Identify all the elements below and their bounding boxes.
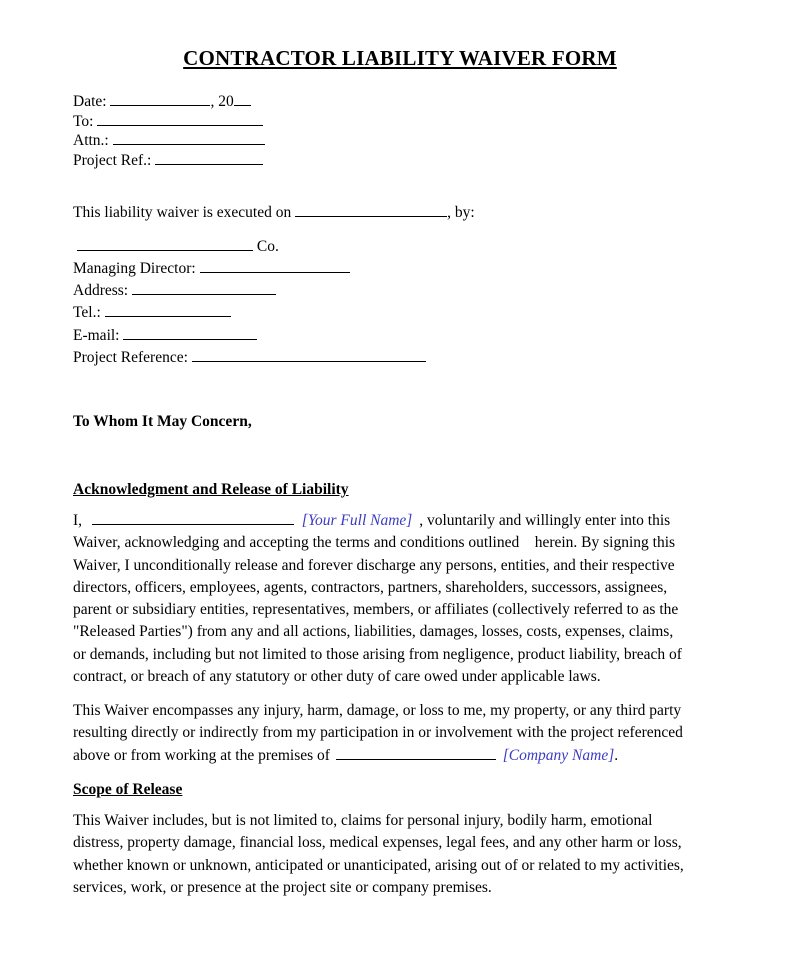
paragraph-row [73,510,733,532]
company-name-blank[interactable] [336,745,496,760]
company-line [77,236,279,256]
section-heading-scope: Scope of Release [73,781,183,798]
project-reference-line [73,347,426,367]
paragraph-row: This Waiver encompasses any injury, harm, damage, or loss to me, my property, or any third party [73,702,682,719]
executed-date-blank[interactable] [295,202,447,217]
executed-suffix: , by: [447,204,475,221]
paragraph-row: services, work, or presence at the project site or company premises. [73,878,492,896]
project-ref-label: Project Ref.: [73,152,152,169]
executed-prefix: This liability waiver is executed on [73,204,292,221]
attn-line [73,130,265,150]
tel-label: Tel.: [73,304,101,321]
greeting: To Whom It May Concern, [73,413,252,430]
paragraph-row: distress, property damage, financial loss, medical expenses, legal fees, and any other harm or loss, [73,834,682,852]
section-heading-acknowledgment: Acknowledgment and Release of Liability [73,481,349,498]
year-blank[interactable] [234,91,251,106]
p1-start: I, [73,512,83,529]
paragraph-release [73,510,733,688]
paragraph-row: "Released Parties") from any and all actions, liabilities, damages, losses, costs, expenses, claims, [73,623,674,641]
address-blank[interactable] [132,280,276,295]
project-ref-blank[interactable] [155,150,263,165]
paragraph-row: contract, or breach of any statutory or other duty of care owed under applicable laws. [73,668,601,686]
address-line [73,280,276,300]
p2-end: . [614,746,619,764]
paragraph-row [73,745,733,767]
p2-row-2: above or from working at the premises of [73,746,330,764]
email-label: E-mail: [73,327,120,344]
paragraph-row: or demands, including but not limited to those arising from negligence, product liability, breach of [73,645,682,663]
paragraph-row: Waiver, acknowledging and accepting the terms and conditions outlined herein. By signing this [73,534,676,552]
to-blank[interactable] [97,111,263,126]
paragraph-row: resulting directly or indirectly from my participation in or involvement with the project referenced [73,724,683,742]
paragraph-row: whether known or unknown, anticipated or unanticipated, arising out of or related to my activities, [73,856,684,874]
tel-line [73,302,231,322]
managing-director-line [73,258,350,278]
paragraph-row: Waiver, I unconditionally release and forever discharge any persons, entities, and their respective [73,556,675,574]
date-label: Date: [73,93,107,110]
date-line [73,91,251,111]
paragraph-row: This Waiver includes, but is not limited to, claims for personal injury, bodily harm, emotional [73,812,653,829]
to-line [73,111,263,131]
managing-director-label: Managing Director: [73,260,196,277]
date-blank[interactable] [110,91,210,106]
executed-line [73,202,475,222]
p1-row-0: , voluntarily and willingly enter into this [419,512,671,529]
date-suffix: , 20 [210,93,234,110]
to-label: To: [73,113,94,130]
paragraph-encompasses [73,700,733,767]
managing-director-blank[interactable] [200,258,350,273]
co-label: Co. [256,238,279,255]
company-blank[interactable] [77,236,253,251]
document-title: CONTRACTOR LIABILITY WAIVER FORM [183,46,617,70]
email-line [73,325,257,345]
paragraph-row: directors, officers, employees, agents, contractors, partners, shareholders, successors, assignees, [73,578,668,596]
company-name-placeholder: [Company Name] [502,746,615,764]
project-ref-line [73,150,263,170]
email-blank[interactable] [123,325,257,340]
full-name-placeholder: [Your Full Name] [301,512,413,529]
project-reference-blank[interactable] [192,347,426,362]
attn-label: Attn.: [73,132,109,149]
paragraph-scope [73,810,733,899]
project-reference-label: Project Reference: [73,349,188,366]
attn-blank[interactable] [113,130,265,145]
address-label: Address: [73,282,129,299]
full-name-blank[interactable] [92,510,294,525]
paragraph-row: parent or subsidiary entities, representatives, members, or affiliates (collectively referred to as the [73,601,679,619]
tel-blank[interactable] [105,302,231,317]
